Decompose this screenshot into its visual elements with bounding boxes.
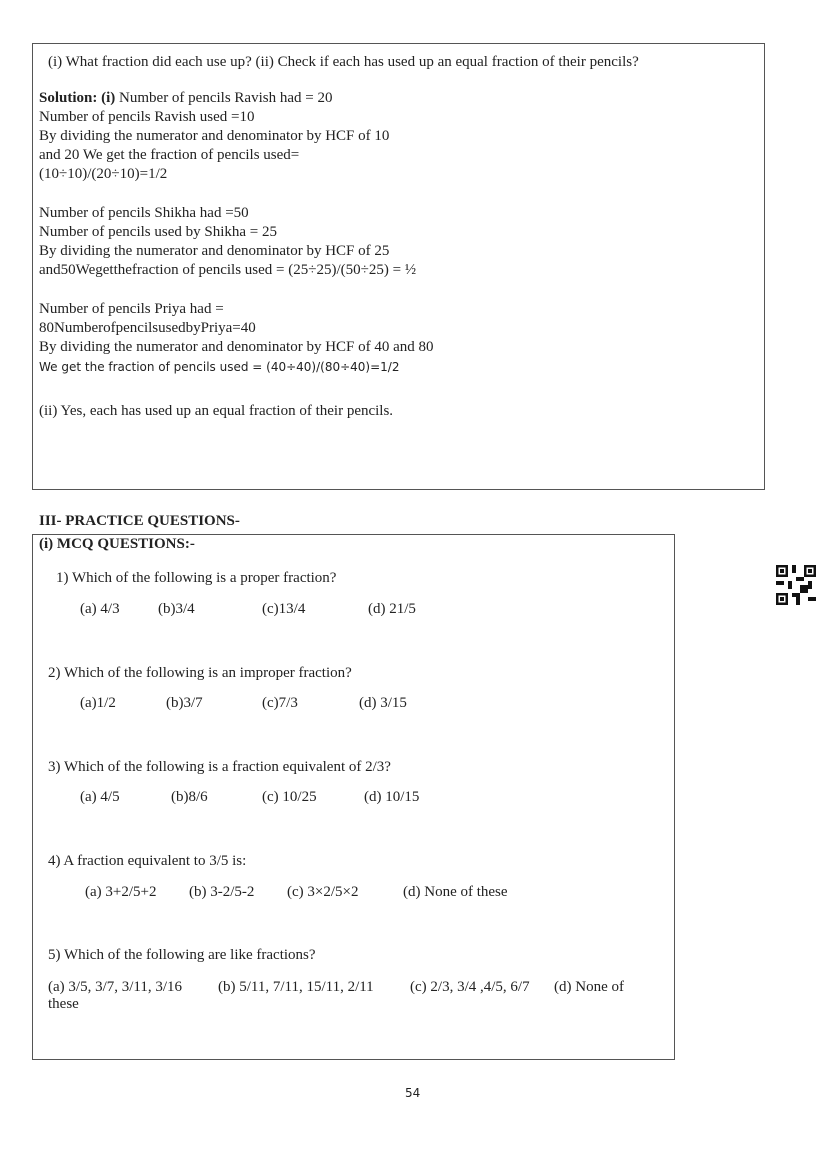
solution-text: Number of pencils used by Shikha = 25	[39, 224, 278, 240]
qr-code-icon	[776, 565, 816, 605]
option: (d) 10/15	[364, 789, 420, 805]
solution-text: 80NumberofpencilsusedbyPriya=40	[39, 320, 256, 336]
question-5: 5) Which of the following are like fractions?	[48, 947, 316, 963]
solution-text: Number of pencils Shikha had =50	[39, 205, 249, 221]
option: (b) 3-2/5-2	[189, 884, 255, 900]
option: (b)8/6	[171, 789, 208, 805]
question-2: 2) Which of the following is an improper fraction?	[48, 665, 352, 681]
option: (a)1/2	[80, 695, 116, 711]
solution-text: and50Wegetthefraction of pencils used = (25÷25)/(50÷25) = ½	[39, 262, 417, 278]
solution-text: By dividing the numerator and denominator by HCF of 40 and 80	[39, 339, 434, 355]
solution-text: Number of pencils Priya had =	[39, 301, 224, 317]
solution-text: Number of pencils Ravish had = 20	[119, 90, 333, 106]
solution-label: Solution:	[39, 90, 98, 106]
solution-line	[39, 89, 332, 107]
section-heading: III- PRACTICE QUESTIONS-	[39, 513, 240, 529]
option: (d) None of these	[403, 884, 508, 900]
option: (d) 21/5	[368, 601, 416, 617]
mcq-heading: (i) MCQ QUESTIONS:-	[39, 536, 195, 552]
option: (b)3/7	[166, 695, 203, 711]
solution-text: Number of pencils Ravish used =10	[39, 109, 255, 125]
solution-text: We get the fraction of pencils used = (40÷40)/(80÷40)=1/2	[39, 360, 400, 374]
solution-text: (ii) Yes, each has used up an equal fraction of their pencils.	[39, 403, 394, 419]
question-3: 3) Which of the following is a fraction equivalent of 2/3?	[48, 759, 391, 775]
question-1: 1) Which of the following is a proper fraction?	[56, 570, 337, 586]
option: (b) 5/11, 7/11, 15/11, 2/11	[218, 979, 374, 995]
option: (a) 3/5, 3/7, 3/11, 3/16	[48, 979, 183, 995]
option: (a) 4/5	[80, 789, 120, 805]
question-4: 4) A fraction equivalent to 3/5 is:	[48, 853, 247, 869]
option: (c)13/4	[262, 601, 306, 617]
solution-text: By dividing the numerator and denominator by HCF of 25	[39, 243, 390, 259]
solution-text: (10÷10)/(20÷10)=1/2	[39, 166, 168, 182]
option: (a) 4/3	[80, 601, 120, 617]
option-wrap: these	[48, 996, 79, 1012]
option: (c)7/3	[262, 695, 298, 711]
option: (c) 2/3, 3/4 ,4/5, 6/7	[410, 979, 530, 995]
question-text: (i) What fraction did each use up? (ii) Check if each has used up an equal fraction of their pencils?	[48, 54, 639, 70]
option: (c) 10/25	[262, 789, 317, 805]
option: (b)3/4	[158, 601, 195, 617]
solution-text: and 20 We get the fraction of pencils used=	[39, 147, 300, 163]
option: (c) 3×2/5×2	[287, 884, 359, 900]
solution-text: By dividing the numerator and denominator by HCF of 10	[39, 128, 390, 144]
option: (d) 3/15	[359, 695, 407, 711]
option: (d) None of	[554, 979, 624, 995]
part-label: (i)	[101, 90, 116, 106]
page-number: 54	[405, 1086, 421, 1100]
option: (a) 3+2/5+2	[85, 884, 157, 900]
